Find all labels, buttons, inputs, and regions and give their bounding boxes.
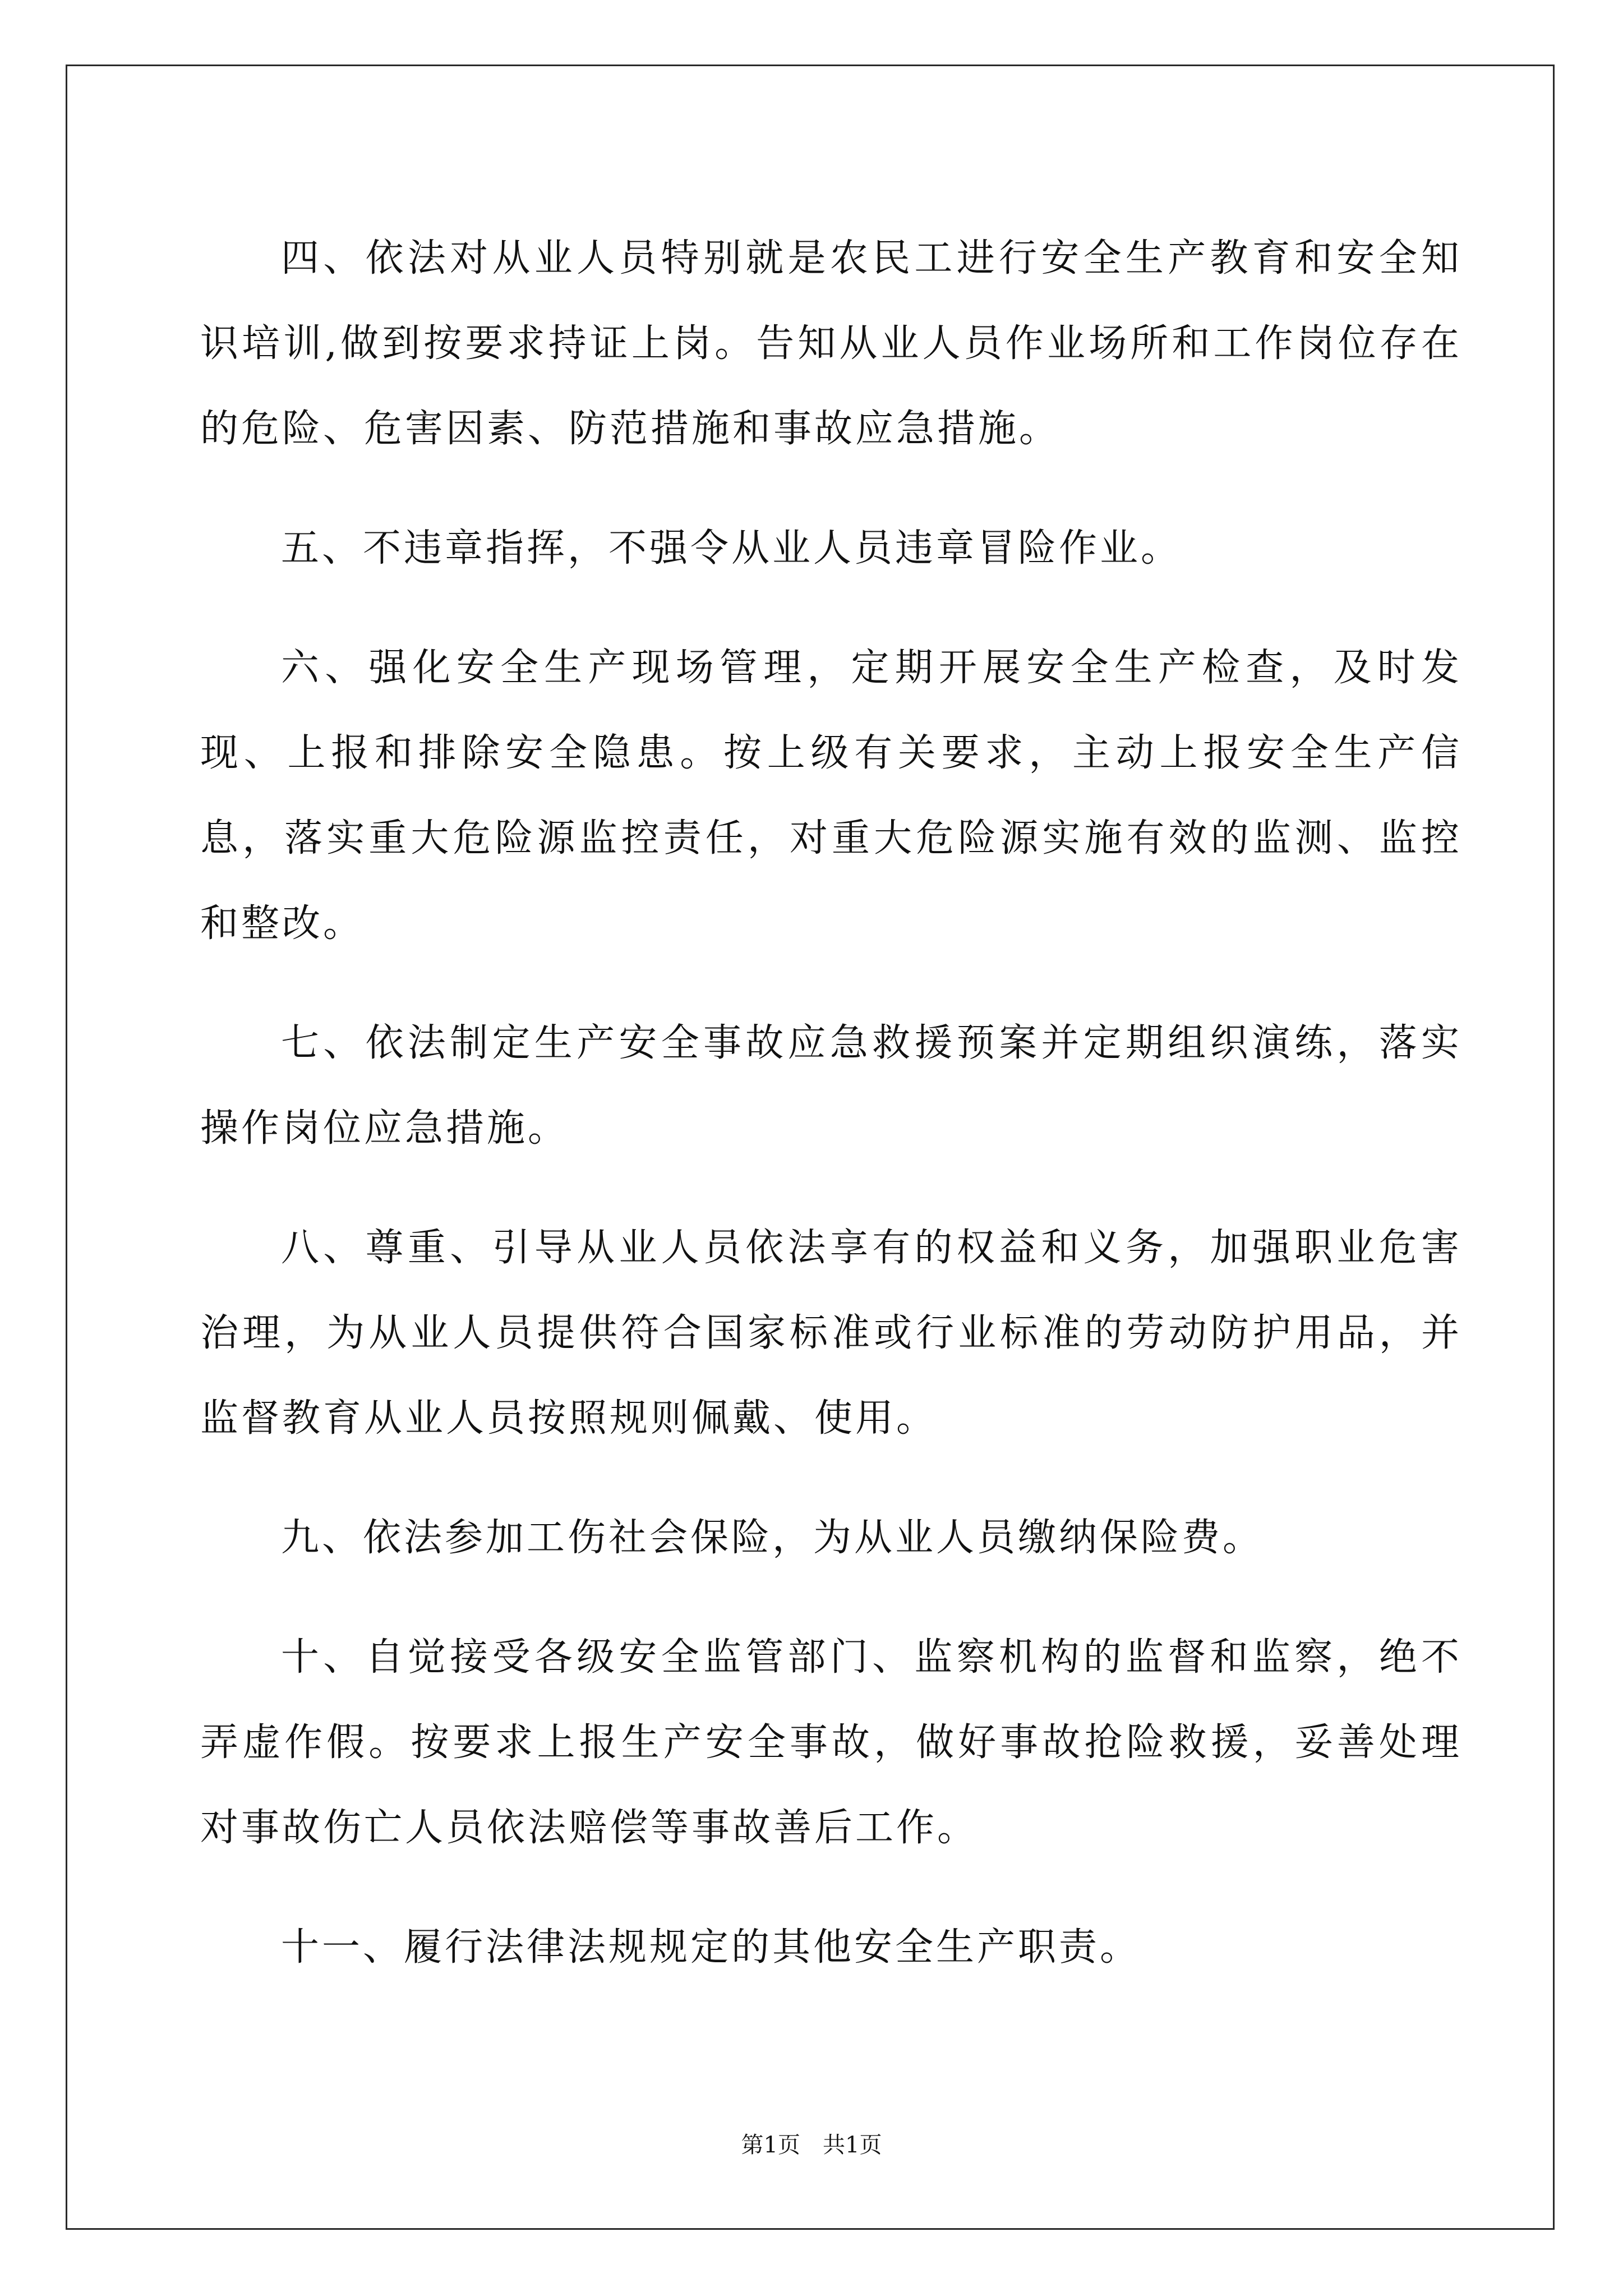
paragraph-9: 九、依法参加工伤社会保险，为从业人员缴纳保险费。 xyxy=(281,1516,1264,1560)
paragraph-5: 五、不违章指挥，不强令从业人员违章冒险作业。 xyxy=(281,526,1182,570)
paragraph-10: 十、自觉接受各级安全监管部门、监察机构的监督和监察，绝不弄虚作假。按要求上报生产安全事故，做好事故抢险救援，妥善处理对事故伤亡人员依法赔偿等事故善后工作。 xyxy=(200,1635,1462,1850)
paragraph-11: 十一、履行法律法规规定的其他安全生产职责。 xyxy=(281,1925,1141,1970)
page-footer: 第1页 共1页 xyxy=(741,2132,882,2158)
paragraph-6: 六、强化安全生产现场管理，定期开展安全生产检查，及时发现、上报和排除安全隐患。按上级有关要求，主动上报安全生产信息，落实重大危险源监控责任，对重大危险源实施有效的监测、监控和整改。 xyxy=(200,646,1462,946)
paragraph-8: 八、尊重、引导从业人员依法享有的权益和义务，加强职业危害治理，为从业人员提供符合国家标准或行业标准的劳动防护用品，并监督教育从业人员按照规则佩戴、使用。 xyxy=(200,1226,1462,1441)
paragraph-7: 七、依法制定生产安全事故应急救援预案并定期组织演练，落实操作岗位应急措施。 xyxy=(200,1021,1462,1151)
document-body xyxy=(200,216,1462,2024)
paragraph-4: 四、依法对从业人员特别就是农民工进行安全生产教育和安全知识培训,做到按要求持证上岗。告知从业人员作业场所和工作岗位存在的危险、危害因素、防范措施和事故应急措施。 xyxy=(200,236,1462,451)
